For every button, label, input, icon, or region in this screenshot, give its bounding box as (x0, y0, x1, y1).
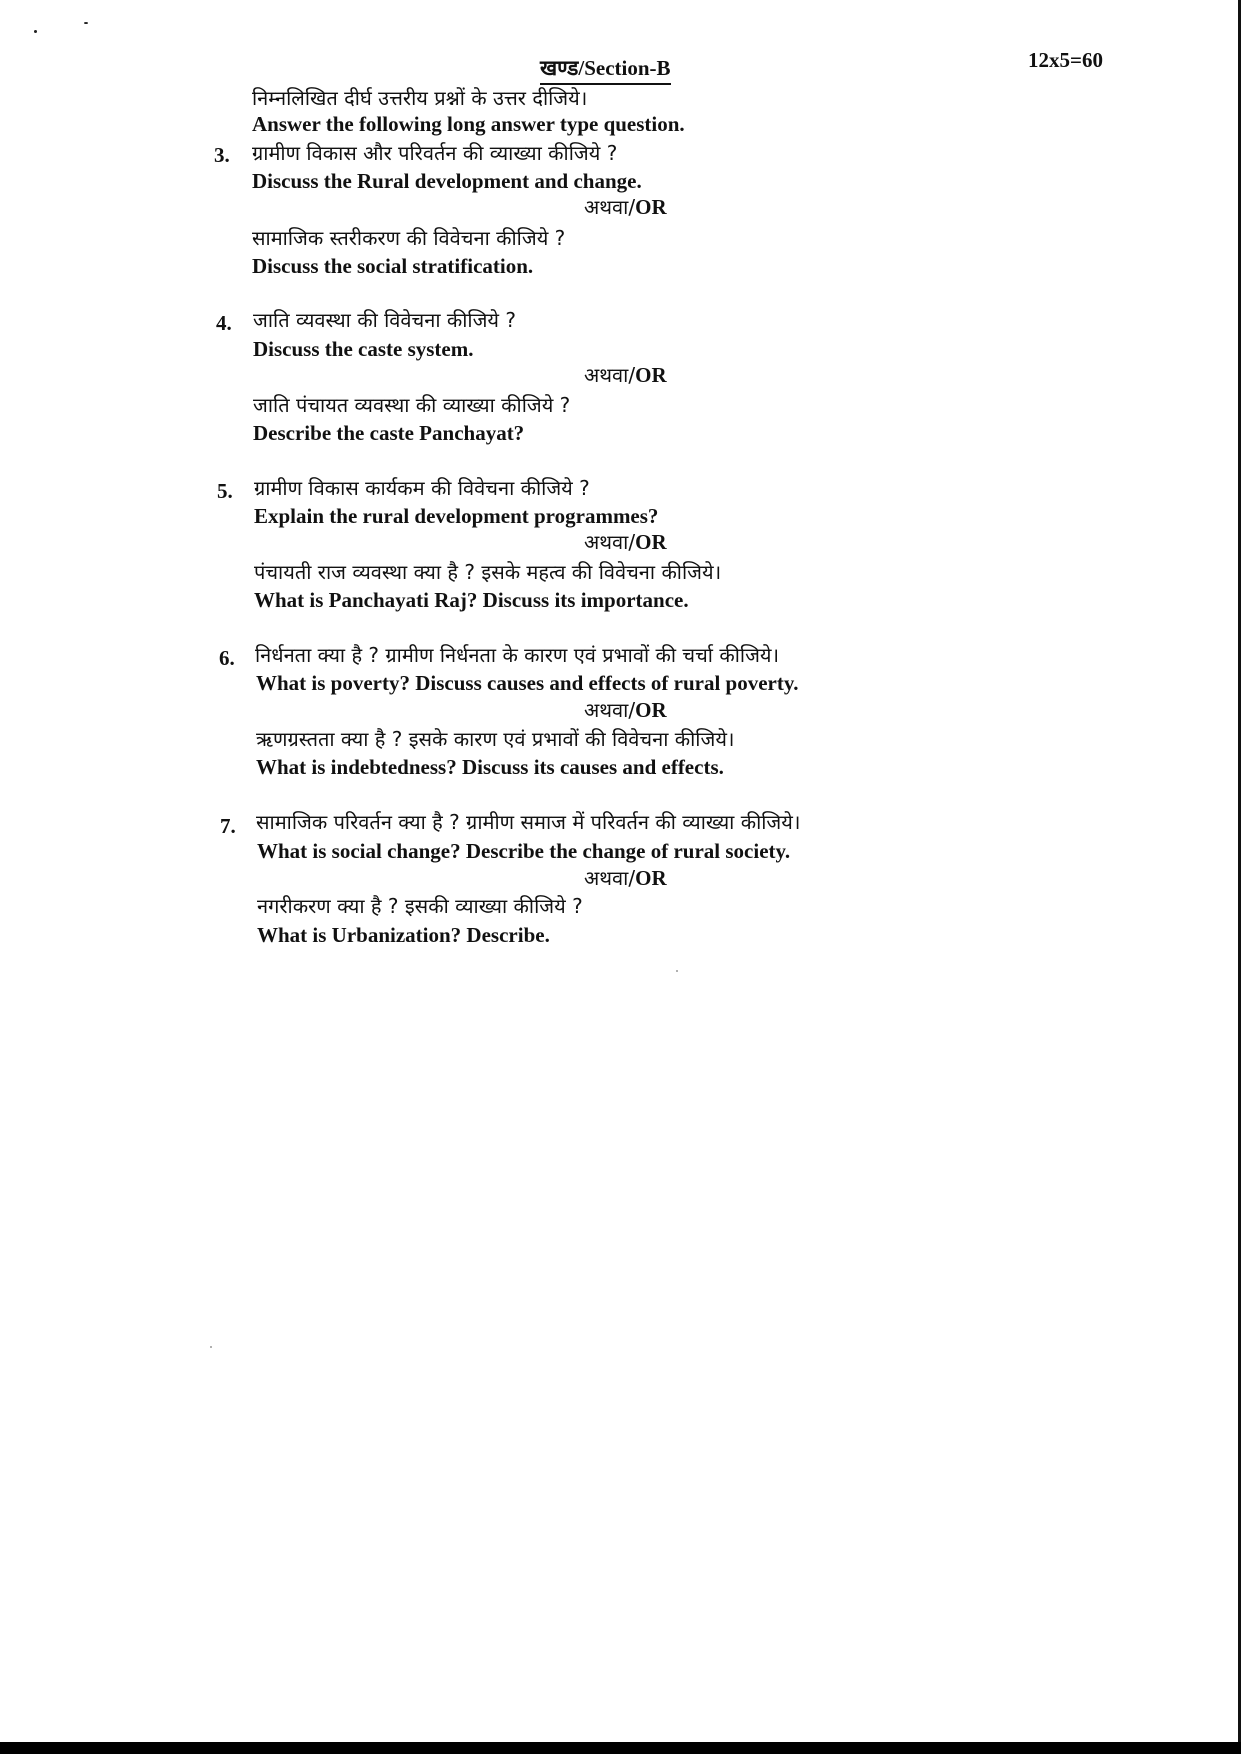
question-number: 3. (214, 143, 230, 167)
or-separator (584, 361, 667, 388)
or-hindi: अथवा/ (584, 195, 636, 219)
alternate-question-hindi: नगरीकरण क्या है ? इसकी व्याख्या कीजिये ? (257, 894, 583, 918)
question-english: Explain the rural development programmes? (254, 504, 659, 528)
question-english: Discuss the Rural development and change. (252, 169, 642, 193)
instruction-english: Answer the following long answer type question. (252, 112, 685, 136)
scan-speck (84, 22, 88, 24)
alternate-question-english: What is indebtedness? Discuss its causes and effects. (256, 755, 724, 779)
alternate-question-english: Discuss the social stratification. (252, 254, 534, 278)
question-english: Discuss the caste system. (253, 337, 474, 361)
question-number: 4. (216, 311, 232, 335)
or-english: OR (635, 363, 667, 387)
scan-speck (210, 1346, 212, 1348)
alternate-question-english: What is Panchayati Raj? Discuss its importance. (254, 588, 689, 612)
question-english: What is social change? Describe the change of rural society. (257, 839, 791, 863)
alternate-question-hindi: पंचायती राज व्यवस्था क्या है ? इसके महत्व की विवेचना कीजिये। (254, 560, 722, 584)
scan-speck (676, 970, 678, 972)
alternate-question-hindi: सामाजिक स्तरीकरण की विवेचना कीजिये ? (252, 226, 566, 250)
question-number: 5. (217, 479, 233, 503)
or-hindi: अथवा/ (584, 530, 636, 554)
question-hindi: जाति व्यवस्था की विवेचना कीजिये ? (253, 308, 517, 332)
or-separator (584, 528, 667, 555)
marks-allocation: 12x5=60 (1028, 48, 1103, 72)
question-english: What is poverty? Discuss causes and effects of rural poverty. (256, 671, 799, 695)
alternate-question-hindi: ऋणग्रस्तता क्या है ? इसके कारण एवं प्रभावों की विवेचना कीजिये। (256, 727, 735, 751)
or-english: OR (635, 195, 667, 219)
or-hindi: अथवा/ (584, 698, 636, 722)
question-hindi: ग्रामीण विकास और परिवर्तन की व्याख्या कीजिये ? (252, 141, 618, 165)
or-hindi: अथवा/ (584, 866, 636, 890)
question-number: 7. (220, 814, 236, 838)
or-english: OR (635, 698, 667, 722)
or-separator (584, 193, 667, 220)
or-separator (584, 864, 667, 891)
or-english: OR (635, 866, 667, 890)
question-hindi: ग्रामीण विकास कार्यकम की विवेचना कीजिये ? (254, 476, 590, 500)
or-separator (584, 696, 667, 723)
alternate-question-english: Describe the caste Panchayat? (253, 421, 525, 445)
or-english: OR (635, 530, 667, 554)
question-hindi: सामाजिक परिवर्तन क्या है ? ग्रामीण समाज में परिवर्तन की व्याख्या कीजिये। (256, 810, 801, 834)
scan-speck (34, 30, 37, 33)
alternate-question-english: What is Urbanization? Describe. (257, 923, 550, 947)
question-number: 6. (219, 646, 235, 670)
scan-edge-bottom (0, 1742, 1241, 1754)
question-hindi: निर्धनता क्या है ? ग्रामीण निर्धनता के कारण एवं प्रभावों की चर्चा कीजिये। (255, 643, 780, 667)
instruction-hindi: निम्नलिखित दीर्घ उत्तरीय प्रश्नों के उत्तर दीजिये। (252, 86, 588, 110)
alternate-question-hindi: जाति पंचायत व्यवस्था की व्याख्या कीजिये ? (253, 393, 571, 417)
section-heading: खण्ड/Section-B (540, 54, 671, 85)
or-hindi: अथवा/ (584, 363, 636, 387)
